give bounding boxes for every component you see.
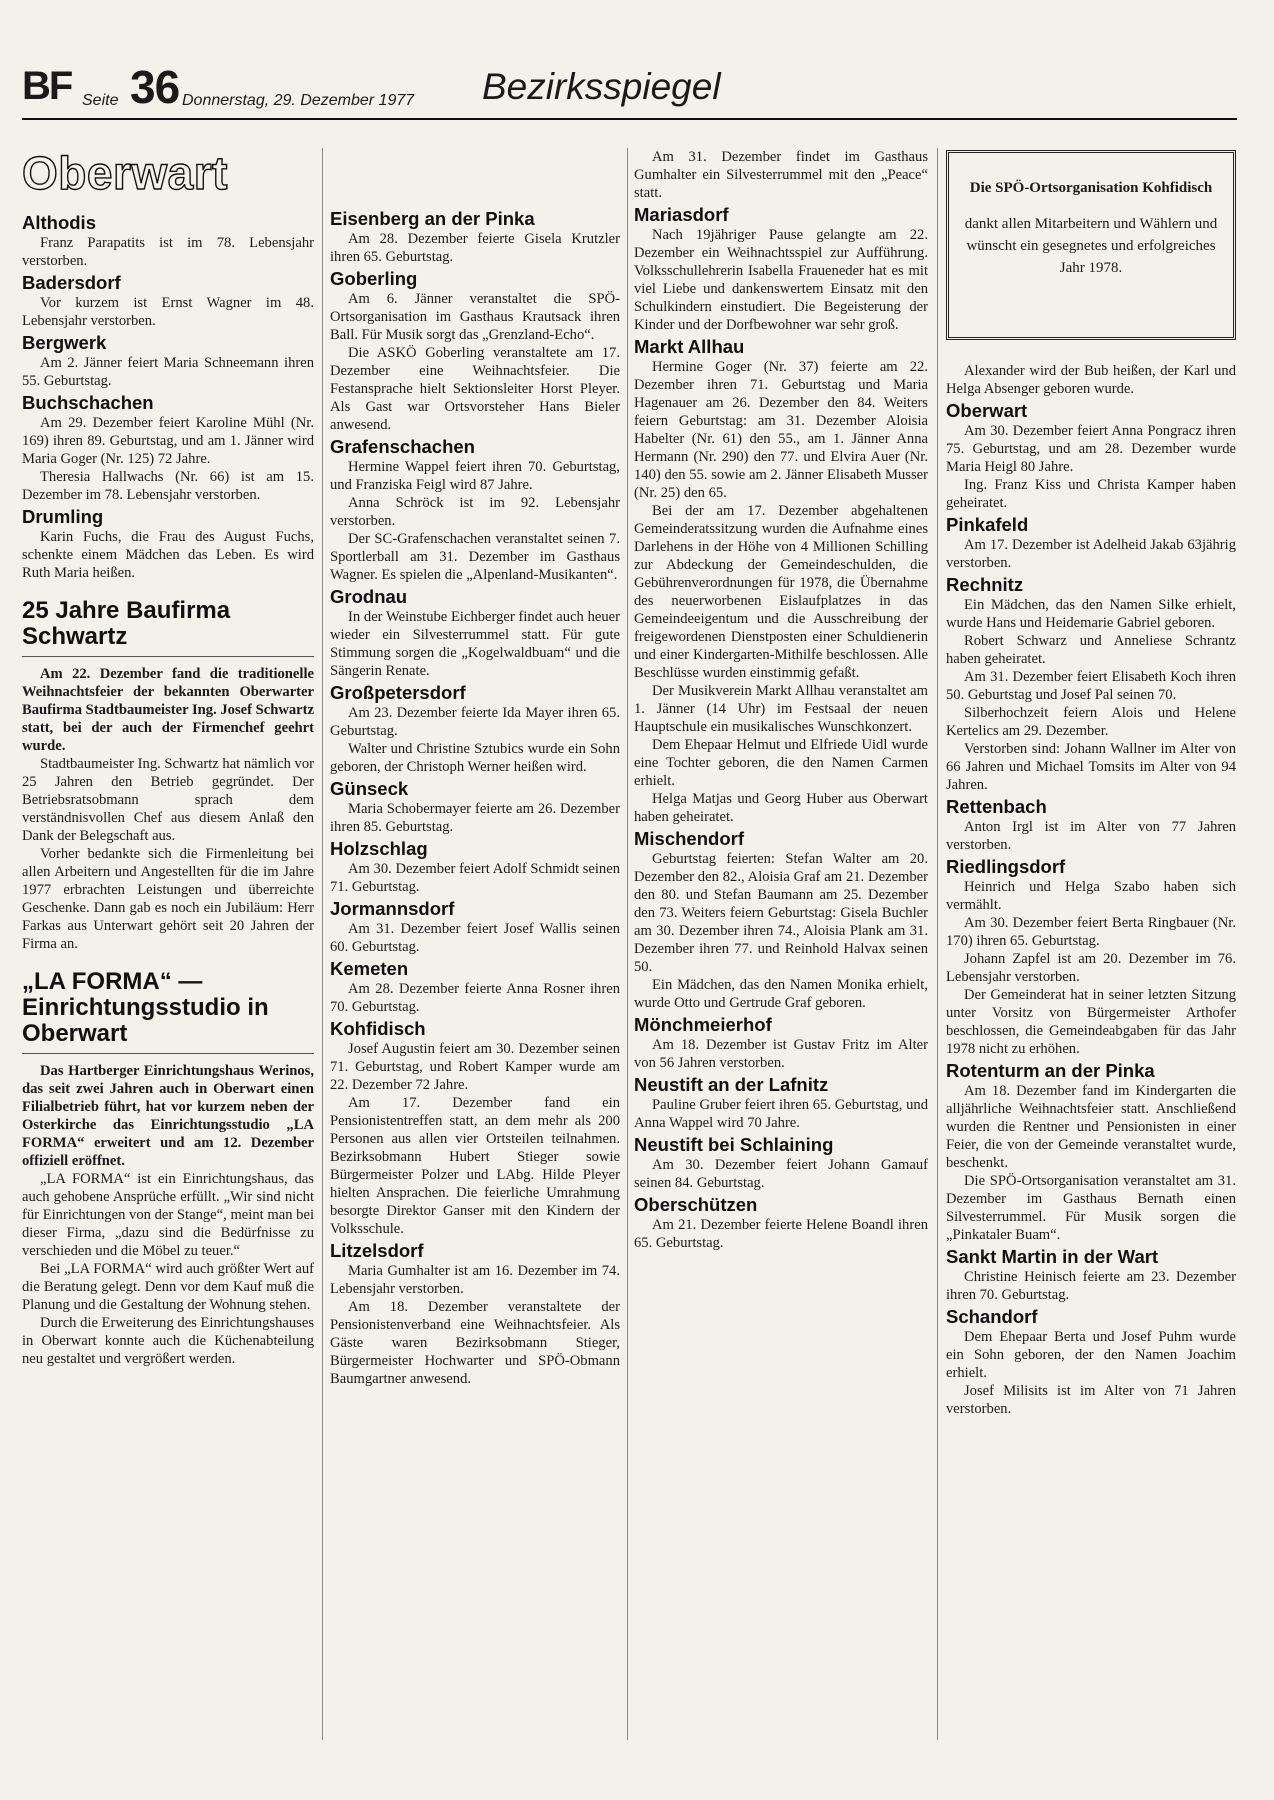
news-paragraph: Nach 19jähriger Pause gelangte am 22. Dezember ein Weihnachtsspiel zur Aufführung. Volksschullehrerin Isabella Fraueneder hat es mit viel Liebe und dankenswertem Einsatz mit den Schulkindern einstudiert. Die Begeisterung der Kinder und der Dorfbewohner war sehr groß.: [634, 227, 928, 333]
place-heading: Drumling: [22, 506, 104, 527]
news-paragraph: Am 18. Dezember fand im Kindergarten die alljährliche Weihnachtsfeier statt. Anschließend wurden die Rentner und Pensionisten in einer Feier, die von der Gemeinde veranstaltet wurde, beschenkt.: [946, 1083, 1236, 1171]
news-paragraph: Am 31. Dezember feiert Elisabeth Koch ihren 50. Geburtstag und Josef Pal seinen 70.: [946, 669, 1236, 703]
news-paragraph: Am 30. Dezember feiert Adolf Schmidt seinen 71. Geburtstag.: [330, 861, 620, 895]
place-heading: Mönchmeierhof: [634, 1014, 772, 1035]
place-heading: Rechnitz: [946, 574, 1024, 595]
news-paragraph: Am 17. Dezember ist Adelheid Jakab 63jährig verstorben.: [946, 537, 1236, 571]
place-heading: Goberling: [330, 268, 418, 289]
page-label: Seite: [82, 92, 119, 109]
place-heading: Bergwerk: [22, 332, 107, 353]
place-heading: Neustift an der Lafnitz: [634, 1074, 829, 1095]
place-heading: Grodnau: [330, 586, 408, 607]
news-paragraph: Verstorben sind: Johann Wallner im Alter von 66 Jahren und Michael Tomsits im Alter von 94 Jahren.: [946, 741, 1236, 793]
region-title: Oberwart: [22, 147, 228, 199]
place-heading: Riedlingsdorf: [946, 856, 1066, 877]
col3-intro: Am 31. Dezember findet im Gasthaus Gumhalter ein Silvesterrummel mit den „Peace“ statt.: [634, 149, 928, 201]
place-heading: Markt Allhau: [634, 336, 745, 357]
news-paragraph: Der Musikverein Markt Allhau veranstaltet am 1. Jänner (14 Uhr) im Festsaal der neuen Hauptschule ein musikalisches Wunschkonzert.: [634, 683, 928, 735]
column-4: [946, 362, 1236, 1418]
news-paragraph: Anna Schröck ist im 92. Lebensjahr verstorben.: [330, 495, 620, 529]
news-paragraph: Heinrich und Helga Szabo haben sich vermählt.: [946, 879, 1236, 913]
ad-body: dankt allen Mitarbeitern und Wählern und wünscht ein gesegnetes und erfolgreiches Jahr 1978.: [964, 216, 1218, 276]
news-paragraph: Robert Schwarz und Anneliese Schrantz haben geheiratet.: [946, 633, 1236, 667]
page-number: 36: [130, 61, 180, 113]
news-paragraph: Am 17. Dezember fand ein Pensionistentreffen statt, an dem mehr als 200 Personen aus allen vier Ortsteilen teilnahmen. Bezirksobmann Hubert Stieger sowie Bürgermeister Polzer und LAbg. Hilde Pleyer hielten Ansprachen. Die feierliche Umrahmung besorgte Direktor Ganser mit den Kindern der Volksschule.: [330, 1095, 620, 1237]
place-heading: Holzschlag: [330, 838, 428, 859]
news-paragraph: Ein Mädchen, das den Namen Silke erhielt, wurde Hans und Heidemarie Gabriel geboren.: [946, 597, 1236, 631]
news-paragraph: Am 31. Dezember feiert Josef Wallis seinen 60. Geburtstag.: [330, 921, 620, 955]
news-paragraph: Silberhochzeit feiern Alois und Helene Kertelics am 29. Dezember.: [946, 705, 1236, 739]
news-paragraph: Dem Ehepaar Helmut und Elfriede Uidl wurde eine Tochter geboren, die den Namen Carmen erhielt.: [634, 737, 928, 789]
article-lead-baufirma: Am 22. Dezember fand die traditionelle Weihnachtsfeier der bekannten Oberwarter Baufirma Stadtbaumeister Ing. Josef Schwartz statt, bei der auch der Firmenchef geehrt wurde.: [22, 666, 314, 754]
news-paragraph: Theresia Hallwachs (Nr. 66) ist am 15. Dezember im 78. Lebensjahr verstorben.: [22, 469, 314, 503]
news-paragraph: Am 28. Dezember feierte Anna Rosner ihren 70. Geburtstag.: [330, 981, 620, 1015]
article-paragraph: „LA FORMA“ ist ein Einrichtungshaus, das auch gehobene Ansprüche erfüllt. „Wir sind nicht für Einrichtungen von der Stange“, meint man bei dieser Firma, „dazu sind die Bedürfnisse zu verschieden und die Möbel zu teuer.“: [22, 1171, 314, 1259]
place-heading: Kemeten: [330, 958, 409, 979]
column-divider: [937, 148, 938, 1740]
news-paragraph: Geburtstag feierten: Stefan Walter am 20. Dezember den 82., Aloisia Graf am 21. Dezember den 80. und Stefan Baumann am 25. Dezember den 73. Weiters feiern Geburtstag: Gisela Buchler am 30. Dezember ihren 74., Aloisia Plank am 31. Dezember ihren 77. und Reinhold Halvax seinen 50.: [634, 851, 928, 975]
place-heading: Althodis: [22, 212, 96, 233]
col2-entries: [330, 208, 620, 1388]
news-paragraph: Am 30. Dezember feiert Berta Ringbauer (Nr. 170) ihren 65. Geburtstag.: [946, 915, 1236, 949]
section-title: Bezirksspiegel: [482, 66, 721, 107]
news-paragraph: Die SPÖ-Ortsorganisation veranstaltet am 31. Dezember im Gasthaus Bernath einen Silvesterrummel. Für Musik sorgen die „Pinkataler Buam“.: [946, 1173, 1236, 1243]
news-paragraph: Dem Ehepaar Berta und Josef Puhm wurde ein Sohn geboren, der den Namen Joachim erhielt.: [946, 1329, 1236, 1381]
news-paragraph: Franz Parapatits ist im 78. Lebensjahr verstorben.: [22, 235, 314, 269]
column-2: [330, 148, 620, 1388]
header-rule: [22, 118, 1237, 120]
column-spacer: [330, 148, 620, 206]
place-heading: Sankt Martin in der Wart: [946, 1246, 1159, 1267]
news-paragraph: Walter und Christine Sztubics wurde ein Sohn geboren, der Christoph Werner heißen wird.: [330, 741, 620, 775]
article-paragraph: Stadtbaumeister Ing. Schwartz hat nämlich vor 25 Jahren den Betrieb gegründet. Der Betriebsratsobmann sprach dem verständnisvollen Chef aus diesem Anlaß den Dank der Belegschaft aus.: [22, 756, 314, 844]
news-paragraph: Am 18. Dezember ist Gustav Fritz im Alter von 56 Jahren verstorben.: [634, 1037, 928, 1071]
place-heading: Günseck: [330, 778, 409, 799]
column-divider: [322, 148, 323, 1740]
place-heading: Schandorf: [946, 1306, 1038, 1327]
col4-entries: [946, 400, 1236, 1418]
news-paragraph: Am 6. Jänner veranstaltet die SPÖ-Ortsorganisation im Gasthaus Krautsack ihren Ball. Für Musik sorgt das „Grenzland-Echo“.: [330, 291, 620, 343]
article-body-baufirma: [22, 755, 314, 953]
news-paragraph: Pauline Gruber feiert ihren 65. Geburtstag, und Anna Wappel wird 70 Jahre.: [634, 1097, 928, 1131]
place-heading: Mariasdorf: [634, 204, 729, 225]
news-paragraph: Helga Matjas und Georg Huber aus Oberwart haben geheiratet.: [634, 791, 928, 825]
place-heading: Eisenberg an der Pinka: [330, 208, 535, 229]
place-heading: Mischendorf: [634, 828, 744, 849]
article-paragraph: Durch die Erweiterung des Einrichtungshauses in Oberwart konnte auch die Küchenabteilung neu gestaltet und vergrößert werden.: [22, 1315, 314, 1367]
news-paragraph: Am 30. Dezember feiert Anna Pongracz ihren 75. Geburtstag, und am 28. Dezember wurde Maria Heigl 80 Jahre.: [946, 423, 1236, 475]
news-paragraph: Ing. Franz Kiss und Christa Kamper haben geheiratet.: [946, 477, 1236, 511]
article-paragraph: Vorher bedankte sich die Firmenleitung bei allen Arbeitern und Angestellten für die im Jahre 1977 erbrachten Leistungen und überreichte Geschenke. Dann gab es noch ein Jubiläum: Herr Farkas aus Unterwart gehört seit 20 Jahren der Firma an.: [22, 846, 314, 952]
ad-title: Die SPÖ-Ortsorganisation Kohfidisch: [969, 180, 1213, 196]
news-paragraph: Maria Gumhalter ist am 16. Dezember im 74. Lebensjahr verstorben.: [330, 1263, 620, 1297]
place-heading: Oberschützen: [634, 1194, 758, 1215]
news-paragraph: Ein Mädchen, das den Namen Monika erhielt, wurde Otto und Gertrude Graf geboren.: [634, 977, 928, 1011]
place-heading: Großpetersdorf: [330, 682, 466, 703]
article-paragraph: Bei „LA FORMA“ wird auch größter Wert auf die Beratung gelegt. Denn vor dem Kauf muß die Planung und die Gestaltung der Wohnung stehen.: [22, 1261, 314, 1313]
column-1: [22, 148, 314, 1368]
news-paragraph: Johann Zapfel ist am 20. Dezember im 76. Lebensjahr verstorben.: [946, 951, 1236, 985]
issue-date: Donnerstag, 29. Dezember 1977: [182, 92, 415, 109]
place-heading: Neustift bei Schlaining: [634, 1134, 834, 1155]
news-paragraph: Der SC-Grafenschachen veranstaltet seinen 7. Sportlerball am 31. Dezember im Gasthaus Wagner. Es spielen die „Alpenland-Musikanten“.: [330, 531, 620, 583]
column-3: [634, 148, 928, 1252]
news-paragraph: In der Weinstube Eichberger findet auch heuer wieder ein Silvesterrummel statt. Für gute Stimmung sorgen die „Kogelwaldbuam“ und die Sängerin Renate.: [330, 609, 620, 679]
place-heading: Kohfidisch: [330, 1018, 426, 1039]
news-paragraph: Vor kurzem ist Ernst Wagner im 48. Lebensjahr verstorben.: [22, 295, 314, 329]
news-paragraph: Am 2. Jänner feiert Maria Schneemann ihren 55. Geburtstag.: [22, 355, 314, 389]
place-heading: Buchschachen: [22, 392, 154, 413]
place-heading: Badersdorf: [22, 272, 121, 293]
news-paragraph: Am 21. Dezember feierte Helene Boandl ihren 65. Geburtstag.: [634, 1217, 928, 1251]
news-paragraph: Am 30. Dezember feiert Johann Gamauf seinen 84. Geburtstag.: [634, 1157, 928, 1191]
news-paragraph: Bei der am 17. Dezember abgehaltenen Gemeinderatssitzung wurden die Aufnahme eines Darlehens in der Höhe von 4 Millionen Schilling zur Abdeckung der Gemeindeschulden, die Gebührenverordnungen für 1978, die Übernahme des neuerworbenen Eislaufplatzes in das Gemeindeeigentum und die Ausschreibung der freigewordenen Dienstposten einer Schuldienerin und einer Kindergarten-Mithilfe beschlossen. Alle Beschlüsse wurden einstimmig gefaßt.: [634, 503, 928, 681]
news-paragraph: Karin Fuchs, die Frau des August Fuchs, schenkte einem Mädchen das Leben. Es wird Ruth Maria heißen.: [22, 529, 314, 581]
article-lead-laforma: Das Hartberger Einrichtungshaus Werinos, das seit zwei Jahren auch in Oberwart einen Filialbetrieb führt, hat vor kurzem neben der Osterkirche das Einrichtungsstudio „LA FORMA“ erweitert und am 12. Dezember offiziell eröffnet.: [22, 1063, 314, 1169]
article-headline-baufirma: 25 Jahre Baufirma Schwartz: [22, 598, 314, 657]
place-heading: Rotenturm an der Pinka: [946, 1060, 1155, 1081]
place-heading: Jormannsdorf: [330, 898, 455, 919]
col4-intro: Alexander wird der Bub heißen, der Karl und Helga Absenger geboren wurde.: [946, 363, 1236, 397]
newspaper-logo: BF: [22, 64, 72, 108]
column-divider: [627, 148, 628, 1740]
news-paragraph: Josef Augustin feiert am 30. Dezember seinen 71. Geburtstag, und Robert Kamper wurde am 22. Dezember 72 Jahre.: [330, 1041, 620, 1093]
place-heading: Grafenschachen: [330, 436, 475, 457]
news-paragraph: Christine Heinisch feierte am 23. Dezember ihren 70. Geburtstag.: [946, 1269, 1236, 1303]
news-paragraph: Josef Milisits ist im Alter von 71 Jahren verstorben.: [946, 1383, 1236, 1417]
news-paragraph: Am 18. Dezember veranstaltete der Pensionistenverband eine Weihnachtsfeier. Als Gäste waren Bezirksobmann Stieger, Bürgermeister Hochwarter und SPÖ-Obmann Baumgartner anwesend.: [330, 1299, 620, 1387]
news-paragraph: Am 28. Dezember feierte Gisela Krutzler ihren 65. Geburtstag.: [330, 231, 620, 265]
news-paragraph: Am 23. Dezember feierte Ida Mayer ihren 65. Geburtstag.: [330, 705, 620, 739]
place-heading: Pinkafeld: [946, 514, 1029, 535]
news-paragraph: Hermine Wappel feiert ihren 70. Geburtstag, und Franziska Feigl wird 87 Jahre.: [330, 459, 620, 493]
article-body-laforma: [22, 1170, 314, 1368]
article-headline-laforma: „LA FORMA“ — Einrichtungsstudio in Oberwart: [22, 969, 314, 1054]
news-paragraph: Anton Irgl ist im Alter von 77 Jahren verstorben.: [946, 819, 1236, 853]
place-heading: Oberwart: [946, 400, 1028, 421]
news-paragraph: Am 29. Dezember feiert Karoline Mühl (Nr. 169) ihren 89. Geburtstag, und am 1. Jänner wird Maria Goger (Nr. 125) 72 Jahre.: [22, 415, 314, 467]
news-paragraph: Hermine Goger (Nr. 37) feierte am 22. Dezember ihren 71. Geburtstag und Maria Hagenauer am 26. Dezember den 84. Weiters feiern Geburtstag: am 31. Dezember Aloisia Habelter (Nr. 61) den 55., am 1. Jänner Anna Hermann (Nr. 290) den 77. und Elvira Auer (Nr. 140) den 55. sowie am 2. Jänner Elisabeth Musser (Nr. 25) den 65.: [634, 359, 928, 501]
page-header: [22, 58, 1237, 122]
news-paragraph: Maria Schobermayer feierte am 26. Dezember ihren 85. Geburtstag.: [330, 801, 620, 835]
place-heading: Litzelsdorf: [330, 1240, 424, 1261]
advertisement-box: [946, 150, 1236, 340]
col3-entries: [634, 204, 928, 1252]
place-heading: Rettenbach: [946, 796, 1047, 817]
news-paragraph: Die ASKÖ Goberling veranstaltete am 17. Dezember eine Weihnachtsfeier. Die Festansprache hielt Sektionsleiter Horst Pleyer. Als Gast war Ortsvorsteher Hans Bieler anwesend.: [330, 345, 620, 433]
col1-entries: [22, 212, 314, 582]
news-paragraph: Der Gemeinderat hat in seiner letzten Sitzung unter Vorsitz von Bürgermeister Arthofer beschlossen, die Gemeindeabgaben für das Jahr 1978 nicht zu erhöhen.: [946, 987, 1236, 1057]
